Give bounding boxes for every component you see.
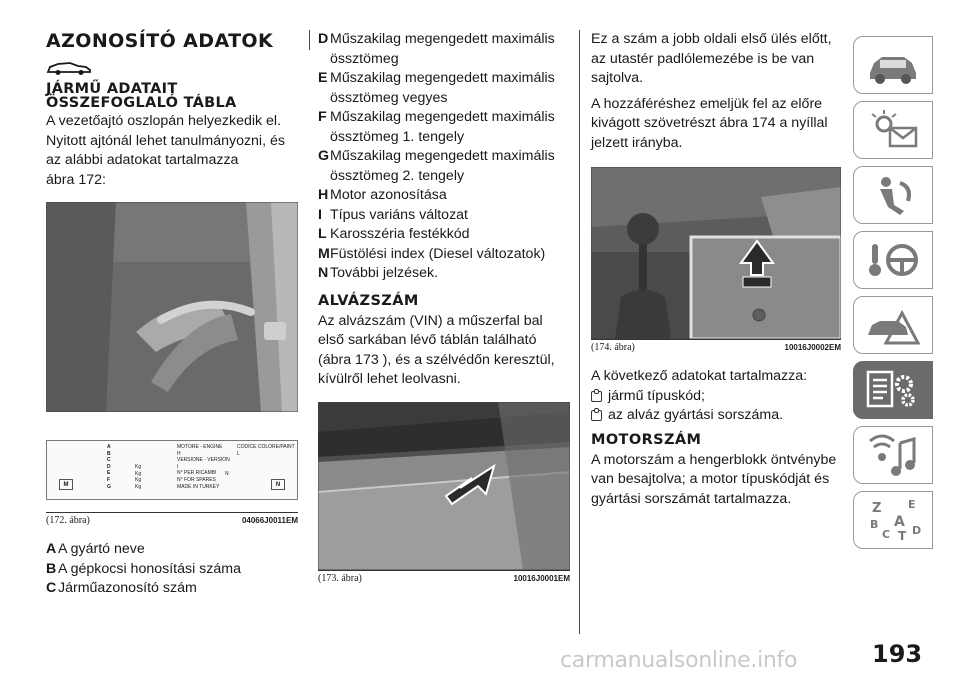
index-letter: D: [912, 524, 922, 537]
figure-174: [591, 167, 841, 353]
plate-letter: E: [107, 470, 111, 477]
plate-middle-line: N° FOR SPARES: [177, 476, 216, 483]
windshield-illustration: [318, 402, 570, 570]
plate-n-box: N: [271, 479, 285, 490]
index-letter: A: [894, 514, 905, 530]
tab-getting-to-know-car[interactable]: [853, 36, 933, 94]
plate-letter: A: [107, 444, 111, 450]
door-pillar-illustration: [46, 202, 298, 412]
plate-middle-line: N° PER RICAMBI: [177, 470, 217, 477]
plate-letter: B: [107, 450, 111, 457]
plate-right-column: [237, 444, 295, 457]
chapter-tab-bar: [853, 36, 933, 556]
plate-kg-label: Kg: [135, 470, 142, 477]
legend-item: [46, 579, 298, 599]
door-pillar-photo: [46, 202, 298, 412]
plate-letter: F: [107, 476, 111, 483]
bullet-box-icon: [591, 391, 602, 402]
figure-174-caption: (174. ábra): [591, 342, 635, 353]
column-divider: [309, 30, 310, 50]
page-title: AZONOSÍTÓ ADATOK: [46, 30, 274, 52]
bullet-item: [591, 387, 841, 406]
warning-light-envelope-icon: [864, 108, 922, 152]
legend-item: [318, 147, 570, 186]
tab-emergency[interactable]: [853, 296, 933, 354]
legend-letter: A: [46, 541, 57, 557]
index-letter: B: [870, 518, 879, 531]
specifications-gear-icon: [864, 368, 922, 412]
plate-middle-line: VERSIONE - VERSION: [177, 457, 230, 464]
plate-letter: D: [107, 463, 111, 470]
figure-172-code: 04066J0011EM: [241, 516, 298, 525]
plate-letter: C: [107, 457, 111, 464]
legend-text: Típus variáns változat: [330, 206, 468, 223]
car-icon: [864, 43, 922, 87]
legend-item: [318, 245, 570, 265]
summary-table-heading: [46, 82, 298, 110]
legend-letter: C: [46, 580, 57, 596]
tab-starting-driving[interactable]: [853, 231, 933, 289]
figure-173-code: 10016J0001EM: [513, 573, 570, 583]
figure-173: [318, 402, 570, 584]
legend-letter: F: [318, 109, 327, 125]
tab-alphabetical-index[interactable]: [853, 491, 933, 549]
intro-text: A vezetőajtó oszlopán helyezkedik el. Nyitott ajtónál lehet tanulmányozni, és az alábbi adatokat tartalmazza: [46, 113, 285, 168]
index-letter: E: [908, 498, 916, 511]
plate-kg-label: Kg: [135, 477, 142, 484]
legend-text: A gépkocsi honosítási száma: [58, 560, 241, 577]
plate-kg-label: Kg: [135, 483, 142, 490]
legend-item: [318, 69, 570, 108]
column-2: [318, 30, 570, 584]
contents-intro: A következő adatokat tartalmazza:: [591, 368, 808, 384]
column-3: [591, 30, 841, 509]
legend-text: Műszakilag megengedett maximális össztömeg: [330, 31, 555, 67]
watermark: carmanualsonline.info: [560, 648, 798, 673]
plate-right-line: CODICE COLORE/PAINT: [237, 444, 295, 450]
floor-stamp-paragraph: Ez a szám a jobb oldali első ülés előtt, az utastér padlólemezébe is be van sajtolva.: [591, 31, 832, 86]
legend-text: Motor azonosítása: [330, 187, 447, 203]
tab-safety[interactable]: [853, 166, 933, 224]
legend-item: [318, 225, 570, 245]
legend-letter: B: [46, 560, 57, 577]
legend-letter: E: [318, 70, 328, 86]
legend-text: Karosszéria festékkód: [330, 226, 470, 242]
legend-letter: H: [318, 187, 329, 203]
chassis-number-text: Az alvázszám (VIN) a műszerfal bal első sarkában lévő táblán található (ábra 173 ), és a szélvédőn keresztül, kívülről lehet leolvasni.: [318, 312, 555, 387]
plate-middle-line: H: [177, 450, 181, 457]
car-breakdown-icon: [864, 303, 922, 347]
legend-item: [318, 186, 570, 206]
legend-letter: N: [318, 265, 329, 281]
plate-letter: G: [107, 483, 111, 490]
legend-text: Füstölési index (Diesel változatok): [330, 245, 546, 262]
multimedia-note-icon: [864, 433, 922, 477]
legend-text: Műszakilag megengedett maximális össztömeg 2. tengely: [330, 148, 555, 184]
legend-item: [318, 108, 570, 147]
legend-text: Műszakilag megengedett maximális össztömeg 1. tengely: [330, 109, 555, 145]
legend-item: [318, 264, 570, 284]
legend-letter: L: [318, 226, 327, 242]
figure-173-caption-row: [318, 570, 570, 584]
bullet-box-icon: [591, 410, 602, 421]
column-divider-2: [579, 30, 580, 634]
subtitle-line-2: ÖSSZEFOGLALÓ TÁBLA: [46, 95, 237, 111]
figure-172-caption: (172. ábra): [46, 515, 90, 526]
plate-middle-column: [177, 444, 230, 490]
legend-list-a-c: [46, 540, 298, 599]
windshield-vin-photo: [318, 402, 570, 570]
key-steering-wheel-icon: [864, 238, 922, 282]
gear-shift-illustration: [591, 167, 841, 339]
tab-technical-specifications[interactable]: [853, 361, 933, 419]
plate-middle-line: MOTORE - ENGINE: [177, 444, 223, 450]
legend-text: A gyártó neve: [58, 541, 145, 557]
bullet-text: az alváz gyártási sorszáma.: [608, 406, 784, 423]
legend-item: [46, 540, 298, 560]
tab-multimedia[interactable]: [853, 426, 933, 484]
legend-letter: M: [318, 245, 330, 262]
tab-warning-lights[interactable]: [853, 101, 933, 159]
plate-middle-line: MADE IN TURKEY: [177, 483, 220, 490]
legend-list-d-n: [318, 30, 570, 284]
vehicle-id-plate: [46, 440, 298, 500]
legend-text: Járműazonosító szám: [58, 580, 197, 596]
engine-number-heading: MOTORSZÁM: [591, 431, 702, 448]
legend-text: További jelzések.: [330, 265, 439, 281]
bullet-item: [591, 406, 841, 425]
car-side-icon: [46, 60, 92, 76]
intro-paragraph: [46, 112, 298, 190]
index-letter: Z: [872, 501, 882, 516]
alphabetical-index-icon: [864, 498, 922, 542]
plate-kg-column: [135, 464, 141, 490]
chassis-number-heading: ALVÁZSZÁM: [318, 292, 419, 309]
legend-letter: G: [318, 148, 330, 164]
figure-173-caption: (173. ábra): [318, 572, 362, 584]
bullet-text: jármű típuskód;: [608, 387, 705, 404]
legend-letter: I: [318, 206, 322, 223]
figure-172: [46, 202, 298, 526]
plate-middle-line: I: [177, 463, 179, 470]
legend-item: [318, 30, 570, 69]
legend-item: [318, 206, 570, 226]
legend-text: Műszakilag megengedett maximális össztömeg vegyes: [330, 70, 555, 106]
plate-right-line: L: [237, 450, 240, 457]
airbag-seat-icon: [864, 173, 922, 217]
column-1: [46, 30, 298, 599]
legend-item: [46, 560, 298, 580]
plate-kg-label: Kg: [135, 464, 142, 470]
page-number: 193: [872, 640, 923, 668]
contents-bullet-list: [591, 387, 841, 425]
figure-172-caption-row: [46, 512, 298, 526]
index-letter: C: [882, 528, 891, 541]
intro-figure-ref: ábra 172:: [46, 171, 106, 188]
figure-174-caption-row: [591, 339, 841, 353]
access-paragraph: A hozzáféréshez emeljük fel az előre kivágott szövetrészt ábra 174 a nyíllal jelzett irányba.: [591, 95, 828, 151]
plate-m-box: M: [59, 479, 73, 490]
index-letter: T: [898, 529, 907, 542]
subtitle-line-1: JÁRMŰ ADATAIT: [46, 81, 178, 97]
engine-number-text: A motorszám a hengerblokk öntvénybe van besajtolva; a motor típuskódját és gyártási sorszámát tartalmazza.: [591, 451, 837, 507]
figure-174-code: 10016J0002EM: [784, 343, 841, 352]
plate-letter-column: [107, 444, 111, 490]
gear-shift-photo: [591, 167, 841, 339]
legend-letter: D: [318, 31, 329, 47]
plate-n-small: N: [225, 471, 229, 477]
